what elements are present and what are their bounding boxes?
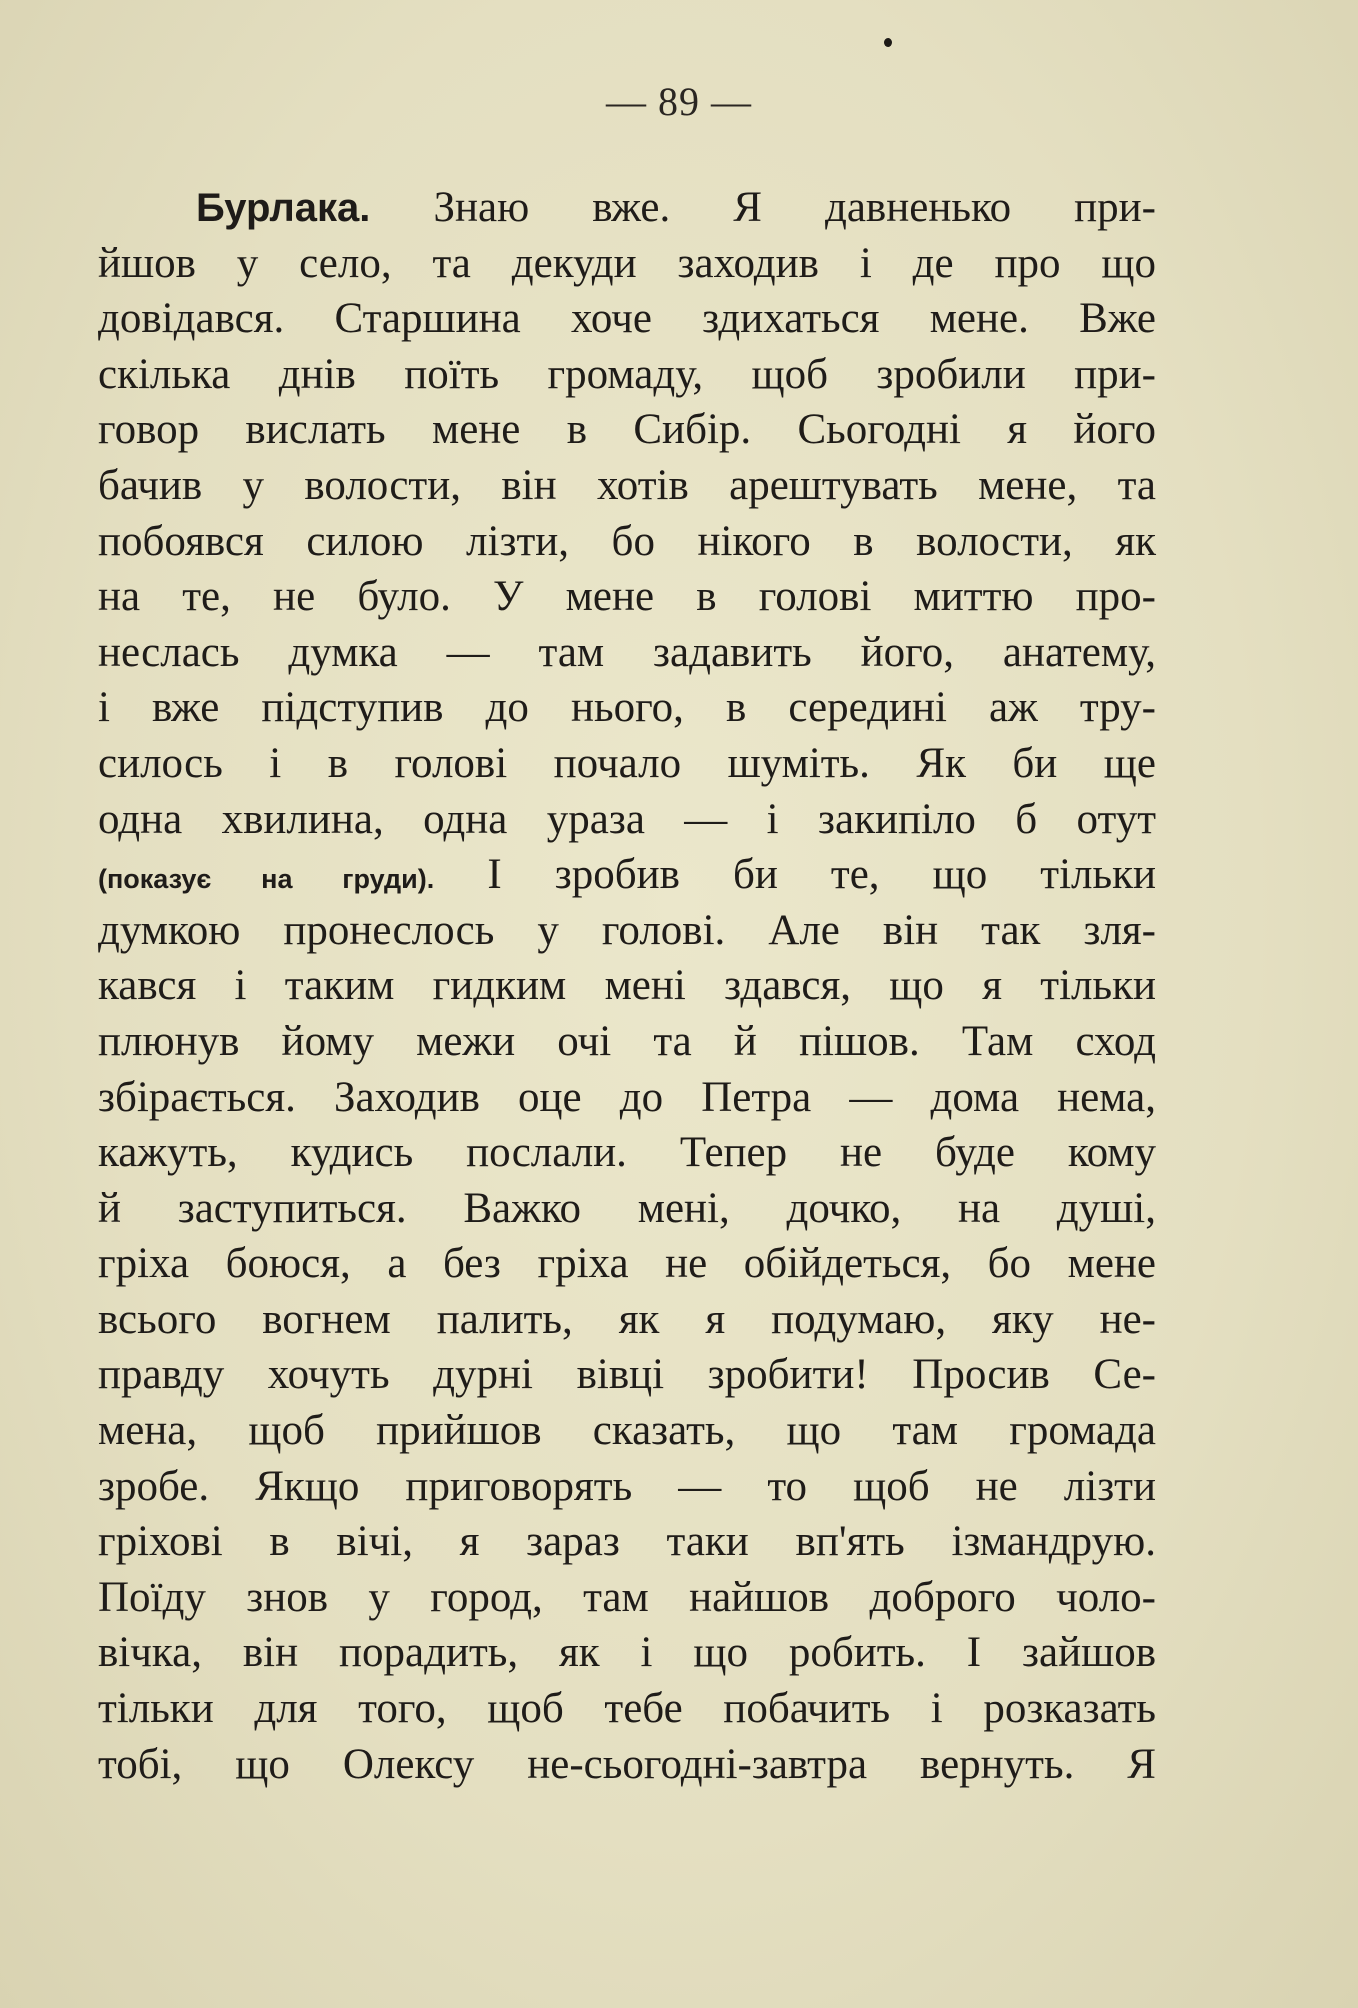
body-text: [98, 180, 1156, 1792]
text-line: силось і в голові почало шуміть. Як би ще: [98, 739, 1156, 787]
text-line: правду хочуть дурні вівці зробити! Просив Се-: [98, 1351, 1156, 1399]
ink-speck: [884, 38, 892, 47]
text-line: всього вогнем палить, як я подумаю, яку не-: [98, 1295, 1156, 1343]
text-line: гріхові в вічі, я зараз таки вп'ять ізмандрую.: [98, 1518, 1156, 1566]
text-line: кався і таким гидким мені здався, що я тільки: [98, 962, 1156, 1010]
text-line: бачив у волости, він хотів арештувать мене, та: [98, 461, 1156, 509]
text-line: гріха боюся, а без гріха не обійдеться, бо мене: [98, 1240, 1156, 1288]
text-line: думкою пронеслось у голові. Але він так зля-: [98, 906, 1156, 954]
text-line: Поїду знов у город, там найшов доброго чоло-: [98, 1573, 1156, 1621]
text-line: скілька днів поїть громаду, щоб зробили при-: [98, 350, 1156, 398]
speaker-name: Бурлака.: [196, 186, 371, 230]
text-line: неслась думка — там задавить його, анатему,: [98, 628, 1156, 676]
text-line: одна хвилина, одна ураза — і закипіло б отут: [98, 795, 1156, 843]
text-line: говор вислать мене в Сибір. Сьогодні я його: [98, 406, 1156, 454]
text-line: зробе. Якщо приговорять — то щоб не лізти: [98, 1462, 1156, 1510]
text-line: на те, не було. У мене в голові миттю про-: [98, 573, 1156, 621]
text-line: (показує на груди). І зробив би те, що тільки: [98, 851, 1157, 899]
text-line: довідався. Старшина хоче здихаться мене. Вже: [98, 295, 1156, 343]
text-line: і вже підступив до нього, в середині аж тру-: [98, 684, 1156, 732]
text-line: побоявся силою лізти, бо нікого в волости, як: [98, 517, 1156, 565]
text-line: тільки для того, щоб тебе побачить і розказать: [98, 1685, 1156, 1733]
text-line: кажуть, кудись послали. Тепер не буде кому: [98, 1129, 1156, 1177]
text-line: йшов у село, та декуди заходив і де про що: [98, 239, 1156, 287]
text-line: тобі, що Олексу не-сьогодні-завтра вернуть. Я: [98, 1740, 1156, 1788]
text-line: вічка, він порадить, як і що робить. І зайшов: [98, 1629, 1156, 1677]
text-line: збірається. Заходив оце до Петра — дома нема,: [98, 1073, 1156, 1121]
text-line: мена, щоб прийшов сказать, що там громада: [98, 1407, 1156, 1455]
text-line: й заступиться. Важко мені, дочко, на душі,: [98, 1184, 1156, 1232]
stage-direction: (показує на груди).: [98, 864, 435, 895]
text-line: плюнув йому межи очі та й пішов. Там сход: [98, 1017, 1156, 1065]
page-number: — 89 —: [606, 79, 752, 124]
text-line: Бурлака. Знаю вже. Я давненько при-: [196, 184, 1156, 231]
